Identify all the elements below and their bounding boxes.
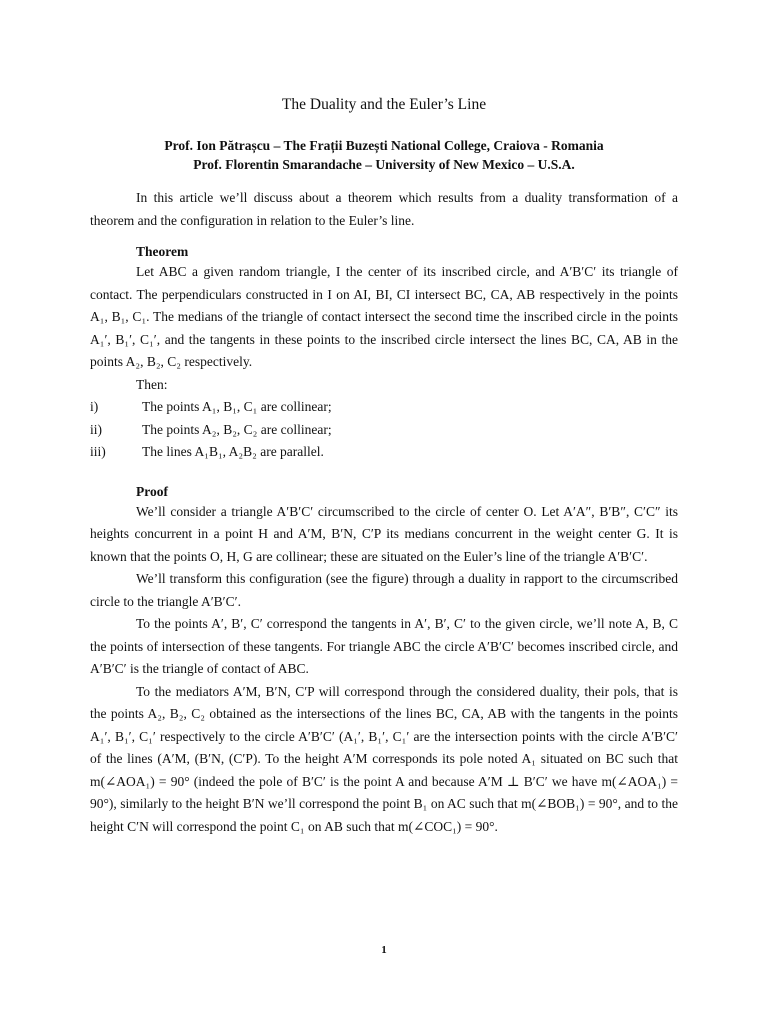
statement-number: ii) [90,421,102,437]
intro-paragraph: In this article we’ll discuss about a theorem which results from a duality transformation of a theorem and the configuration in relation to the Euler’s line. [90,190,678,228]
proof-paragraph-4: To the mediators A′M, B′N, C′P will correspond through the considered duality, their pols, that is the points A₂, B₂, C₂ obtained as the intersections of the lines BC, CA, AB with the tangents in the points A₁′, B₁′, C₁′ respectively to the circle A′B′C′ (A₁′, B₁′, C₁′ are the intersection points with the circle A′B′C′ of the lines (A′M, (B′N, (C′P). To the height A′M corresponds its pole noted A₁ situated on BC such that m(∠AOA₁) = 90° (indeed the pole of B′C′ is the point A and because A′M ⊥ B′C′ we have m(∠AOA₁) = 90°), similarly to the height B′N we’ll correspond the point B₁ on AC such that m(∠BOB₁) = 90°, and to the height C′N will correspond the point C₁ on AB such that m(∠COC₁) = 90°. [90,683,678,834]
page-number: 1 [381,944,387,956]
author-line-1: Prof. Ion Pătrașcu – The Frații Buzești National College, Craiova - Romania [164,138,604,153]
then-label: Then: [136,376,168,392]
theorem-heading: Theorem [136,244,189,259]
statement-text: The points A₂, B₂, C₂ are collinear; [142,421,332,437]
statement-text: The lines A₁B₁, A₂B₂ are parallel. [142,444,324,459]
author-block [0,136,768,174]
statement-number: iii) [90,444,106,459]
statement-list [90,396,678,464]
paper-title: The Duality and the Euler’s Line [281,96,487,113]
list-item [90,396,678,419]
proof-heading: Proof [136,483,168,499]
proof-paragraph-1: We’ll consider a triangle A′B′C′ circumscribed to the circle of center O. Let A′A″, B′B″, C′C″ its heights concurrent in a point H and A′M, B′N, C′P its medians concurrent in the weight center G. It is known that the points O, H, G are collinear; these are situated on the Euler’s line of the triangle A′B′C′. [90,503,678,564]
document-body [90,187,678,838]
proof-paragraph-3: To the points A′, B′, C′ correspond the tangents in A′, B′, C′ to the given circle, we’ll note A, B, C the points of intersection of these tangents. For triangle ABC the circle A′B′C′ becomes inscribed circle, and A′B′C′ is the triangle of contact of ABC. [90,616,678,676]
proof-paragraph-2: We’ll transform this configuration (see the figure) through a duality in rapport to the circumscribed circle to the triangle A′B′C′. [90,571,678,609]
theorem-paragraph: Let ABC a given random triangle, I the center of its inscribed circle, and A′B′C′ its triangle of contact. The perpendiculars constructed in I on AI, BI, CI intersect BC, CA, AB respectively in the points A₁, B₁, C₁. The medians of the triangle of contact intersect the second time the inscribed circle in the points A₁′, B₁′, C₁′, and the tangents in these points to the inscribed circle intersect the lines BC, CA, AB in the points A₂, B₂, C₂ respectively. [90,264,678,369]
statement-number: i) [90,399,99,414]
author-line-2: Prof. Florentin Smarandache – University of New Mexico – U.S.A. [193,157,575,172]
list-item [90,419,678,442]
list-item [90,441,678,464]
statement-text: The points A₁, B₁, C₁ are collinear; [142,399,332,414]
